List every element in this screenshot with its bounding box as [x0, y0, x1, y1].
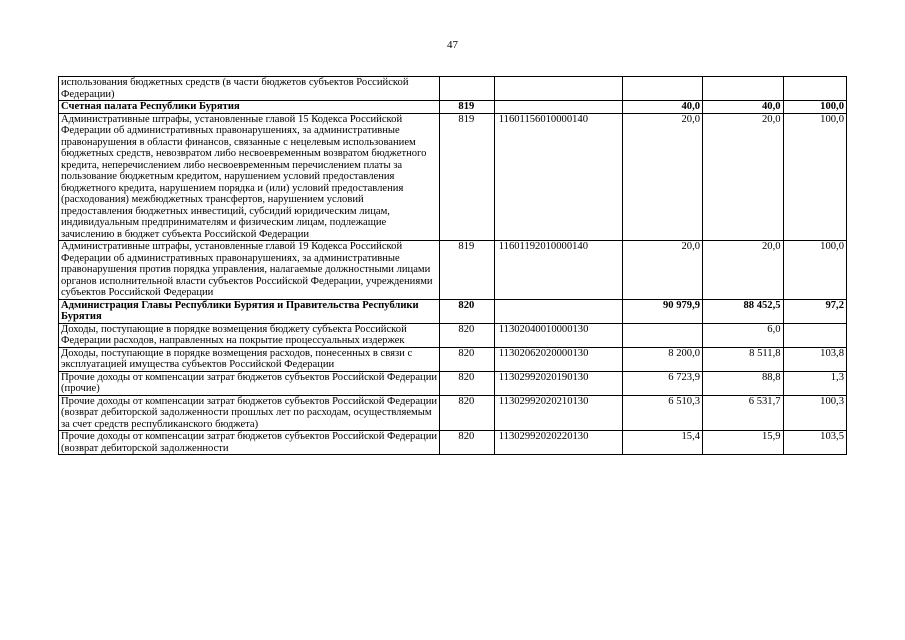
income-name-cell: Администрация Главы Республики Бурятия и Правительства Республики Бурятия	[59, 299, 440, 323]
table-row	[59, 101, 847, 114]
income-name-cell: Счетная палата Республики Бурятия	[59, 101, 440, 114]
admin-code-cell: 819	[440, 241, 494, 300]
income-name-cell: использования бюджетных средств (в части бюджетов субъектов Российской Федерации)	[59, 77, 440, 101]
income-name-cell: Прочие доходы от компенсации затрат бюджетов субъектов Российской Федерации (возврат дебиторской задолженности	[59, 431, 440, 455]
percent-cell: 1,3	[783, 371, 846, 395]
plan-amount-cell: 20,0	[622, 241, 703, 300]
admin-code-cell: 820	[440, 371, 494, 395]
page-number: 47	[447, 39, 458, 51]
table-row	[59, 347, 847, 371]
percent-cell	[783, 77, 846, 101]
actual-amount-cell: 8 511,8	[703, 347, 784, 371]
actual-amount-cell	[703, 77, 784, 101]
income-name-cell: Административные штрафы, установленные главой 19 Кодекса Российской Федерации об административных правонарушениях, за административные правонарушения против порядка управления, налагаемые должностными лицами органов исполнительной власти субъектов Российской Федерации, учреждениями субъектов Российской Федерации	[59, 241, 440, 300]
income-name-cell: Доходы, поступающие в порядке возмещения бюджету субъекта Российской Федерации расходов, направленных на покрытие процессуальных издержек	[59, 323, 440, 347]
budget-code-cell: 11302992020210130	[494, 395, 622, 431]
percent-cell: 103,5	[783, 431, 846, 455]
actual-amount-cell: 40,0	[703, 101, 784, 114]
plan-amount-cell	[622, 323, 703, 347]
table-row	[59, 431, 847, 455]
percent-cell: 100,3	[783, 395, 846, 431]
plan-amount-cell: 6 723,9	[622, 371, 703, 395]
admin-code-cell: 819	[440, 113, 494, 241]
plan-amount-cell: 40,0	[622, 101, 703, 114]
table-row	[59, 113, 847, 241]
admin-code-cell	[440, 77, 494, 101]
actual-amount-cell: 6,0	[703, 323, 784, 347]
actual-amount-cell: 15,9	[703, 431, 784, 455]
plan-amount-cell: 6 510,3	[622, 395, 703, 431]
actual-amount-cell: 88 452,5	[703, 299, 784, 323]
actual-amount-cell: 20,0	[703, 241, 784, 300]
table-row	[59, 371, 847, 395]
actual-amount-cell: 88,8	[703, 371, 784, 395]
admin-code-cell: 820	[440, 299, 494, 323]
budget-code-cell: 11302062020000130	[494, 347, 622, 371]
plan-amount-cell: 20,0	[622, 113, 703, 241]
plan-amount-cell: 15,4	[622, 431, 703, 455]
income-name-cell: Административные штрафы, установленные главой 15 Кодекса Российской Федерации об административных правонарушениях, за административные правонарушения в области финансов, связанные с нецелевым использованием бюджетных средств, невозвратом либо несвоевременным возвратом бюджетного кредита, неперечислением либо несвоевременным перечислением платы за пользование бюджетным кредитом, нарушением условий предоставления бюджетного кредита, нарушением порядка и (или) условий предоставления (расходования) межбюджетных трансфертов, нарушением условий предоставления бюджетных инвестиций, субсидий юридическим лицам, индивидуальным предпринимателям и физическим лицам, подлежащие зачислению в бюджет субъекта Российской Федерации	[59, 113, 440, 241]
percent-cell: 100,0	[783, 241, 846, 300]
table-row	[59, 299, 847, 323]
percent-cell: 100,0	[783, 113, 846, 241]
admin-code-cell: 820	[440, 323, 494, 347]
table-row	[59, 323, 847, 347]
budget-code-cell: 11601156010000140	[494, 113, 622, 241]
admin-code-cell: 819	[440, 101, 494, 114]
admin-code-cell: 820	[440, 431, 494, 455]
table-row	[59, 77, 847, 101]
budget-code-cell	[494, 101, 622, 114]
plan-amount-cell: 8 200,0	[622, 347, 703, 371]
budget-code-cell	[494, 77, 622, 101]
income-name-cell: Прочие доходы от компенсации затрат бюджетов субъектов Российской Федерации (возврат дебиторской задолженности прошлых лет по расходам, осуществляемым за счет средств республиканского бюджета)	[59, 395, 440, 431]
actual-amount-cell: 20,0	[703, 113, 784, 241]
admin-code-cell: 820	[440, 347, 494, 371]
table-row	[59, 241, 847, 300]
budget-code-cell: 11302040010000130	[494, 323, 622, 347]
income-name-cell: Доходы, поступающие в порядке возмещения расходов, понесенных в связи с эксплуатацией имущества субъектов Российской Федерации	[59, 347, 440, 371]
budget-table	[58, 76, 847, 455]
budget-code-cell: 11601192010000140	[494, 241, 622, 300]
budget-code-cell: 11302992020190130	[494, 371, 622, 395]
percent-cell	[783, 323, 846, 347]
percent-cell: 97,2	[783, 299, 846, 323]
plan-amount-cell	[622, 77, 703, 101]
plan-amount-cell: 90 979,9	[622, 299, 703, 323]
admin-code-cell: 820	[440, 395, 494, 431]
budget-table-body	[59, 77, 847, 455]
budget-code-cell: 11302992020220130	[494, 431, 622, 455]
percent-cell: 103,8	[783, 347, 846, 371]
budget-code-cell	[494, 299, 622, 323]
actual-amount-cell: 6 531,7	[703, 395, 784, 431]
percent-cell: 100,0	[783, 101, 846, 114]
table-row	[59, 395, 847, 431]
income-name-cell: Прочие доходы от компенсации затрат бюджетов субъектов Российской Федерации (прочие)	[59, 371, 440, 395]
